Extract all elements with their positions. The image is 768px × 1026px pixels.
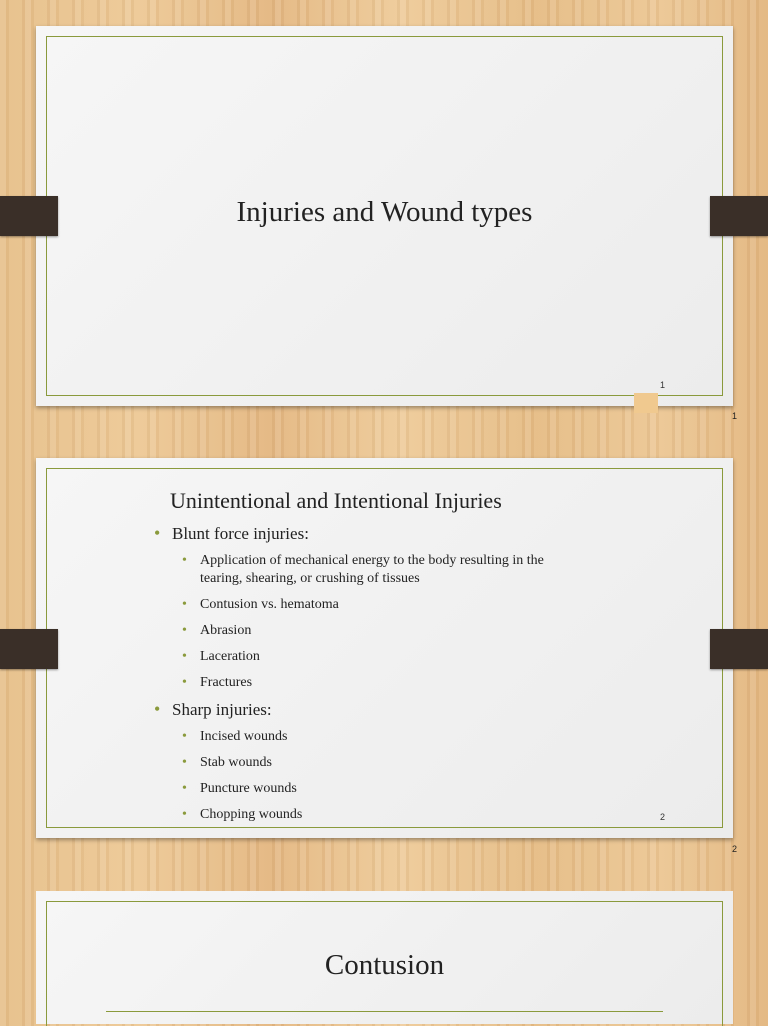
slide-2-title: Unintentional and Intentional Injuries	[170, 488, 502, 513]
sub-bullet: • Stab wounds	[182, 754, 574, 772]
page-1-number: 1	[732, 411, 738, 421]
slide-notch	[634, 393, 658, 413]
sub-bullet: • Contusion vs. hematoma	[182, 596, 574, 614]
slide-2-right-tab	[710, 629, 768, 669]
bullet-sharp: • Sharp injuries:	[154, 700, 574, 720]
sub-bullet: • Laceration	[182, 648, 574, 666]
slide-1-title: Injuries and Wound types	[236, 196, 533, 228]
sub-bullet: • Incised wounds	[182, 728, 574, 746]
sub-bullet: • Abrasion	[182, 622, 574, 640]
sub-bullet: • Chopping wounds	[182, 806, 574, 824]
slide-1	[36, 26, 733, 406]
title-underline	[106, 1011, 663, 1012]
slide-2	[36, 458, 733, 838]
sub-bullet: • Fractures	[182, 674, 574, 692]
page-2-number: 2	[732, 844, 738, 854]
sub-bullet: • Puncture wounds	[182, 780, 574, 798]
slide-1-right-tab	[710, 196, 768, 236]
slide-1-number: 1	[660, 380, 666, 390]
bullet-list	[154, 524, 574, 832]
bullet-blunt-force: • Blunt force injuries:	[154, 524, 574, 544]
slide-2-number: 2	[660, 812, 666, 822]
slide-2-left-tab	[0, 629, 58, 669]
sub-bullet: • Application of mechanical energy to the body resulting in the tearing, shearing, or crushing of tissues	[182, 552, 574, 588]
slide-3	[36, 891, 733, 1024]
slide-1-left-tab	[0, 196, 58, 236]
slide-3-title: Contusion	[324, 949, 445, 981]
